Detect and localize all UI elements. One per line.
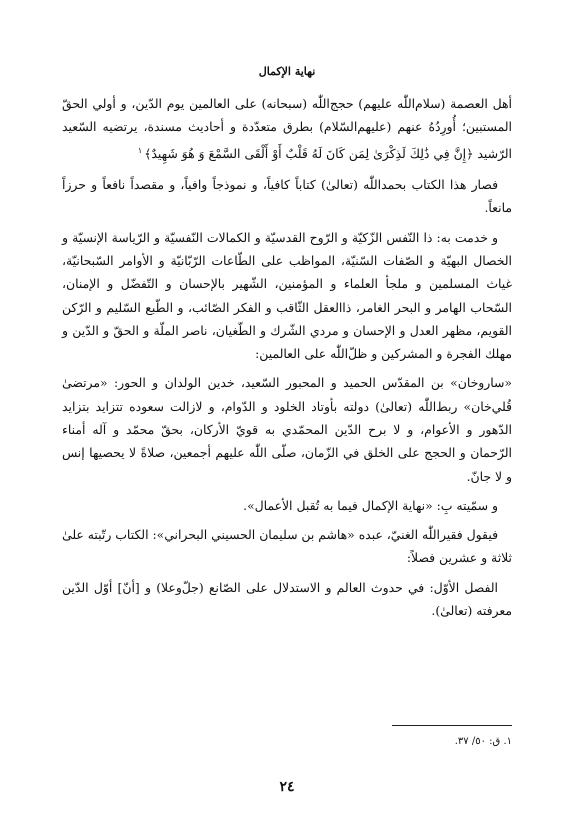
paragraph-6: فيقول فقيراللّٰه الغنيّ، عبده «هاشم بن سليمان الحسيني البحراني»: الكتاب رتّبته علىٰ ثلاثة و عشرين فصلاً: bbox=[62, 527, 512, 566]
footnote: ١. ق: ٥٠/ ٣٧. bbox=[454, 736, 512, 747]
page-number: ٢٤ bbox=[279, 779, 295, 795]
paragraph-2: فصار هذا الكتاب بحمداللّٰه (تعالىٰ) كتاباً كافياً، و نموذجاً وافياً، و مقصداً نافعاً و حرزاً مانعاً. bbox=[62, 177, 512, 216]
paragraph-4: «ساروخان» بن المقدّس الحميد و المحبور السّعيد، خدين الولدان و الحور: «مرتضىٰ قُلي‌خان» ربط‌اللّٰه (تعالىٰ) دولته بأوتاد الخلود و الدّوام، و لازالت سعوده تتزايد بتزايد الدّهور و الأعوام، و لا برح الدّين المحمّدي به قويّ الأركان، بحقّ محمّد و آله أمناء الرّحمان و الحجج على الخلق في الزّمان، صلّى اللّٰه عليهم أجمعين، صلاةً لا يحصيها إنس و لا جانّ. bbox=[62, 375, 512, 484]
footnote-marker: ١ bbox=[137, 145, 143, 155]
paragraph-1-text: أهل العصمة (سلام‌اللّٰه عليهم) حجج‌اللّٰه (سبحانه) على العالمين يوم الدّين، و أولي الحقّ المستبين؛ أُورِدُهُ عنهم (عليهم‌السّلام) بطرق متعدّدة و أحاديث مسندة، يرتضيه السّعيد الرّشيد ﴿إِنَّ فِي ذَٰلِكَ لَذِكْرَىٰ لِمَن كَانَ لَهُ قَلْبٌ أَوْ أَلْقَى السَّمْعَ وَ هُوَ شَهِيدٌ﴾ bbox=[62, 96, 512, 161]
paragraph-3: و خدمت به: ذا النّفس الزّكيّة و الرّوح القدسيّة و الكمالات النّفسيّة و الرّياسة الإنسيّة و الخصال البهيّة و الصّفات السّنيّة، المواظب على الطّاعات الرّبّانيّة و الأوامر السّبحانيّة، غياث المسلمين و ملجأ العلماء و المؤمنين، الشّهير بالإحسان و التّفضّل و الإمنان، السّحاب الهامر و البحر الغامر، ذاالعقل الثّاقب و الفكر الصّائب، و الطّبع السّليم و الرّكن القويم، مظهر العدل و الإحسان و مردي الشّرك و الطّغيان، ناصر الملّة و الحقّ و الدّين و مهلك الفجرة و المشركين و ظلّ‌اللّٰه على العالمين: bbox=[62, 229, 512, 362]
paragraph-5: و سمّيته بِ: «نهاية الإكمال فيما به تُقبل الأعمال». bbox=[243, 497, 498, 513]
body-text bbox=[62, 92, 512, 628]
footnote-divider bbox=[392, 725, 512, 726]
paragraph-7: الفصل الأوّل: في حدوث العالم و الاستدلال على الصّانع (جلّ‌وعلا) و [أنّ] أوّل الدّين معرفته (تعالىٰ). bbox=[62, 579, 512, 619]
paragraph-1 bbox=[62, 92, 512, 165]
running-head: نهاية الإكمال bbox=[258, 65, 316, 78]
